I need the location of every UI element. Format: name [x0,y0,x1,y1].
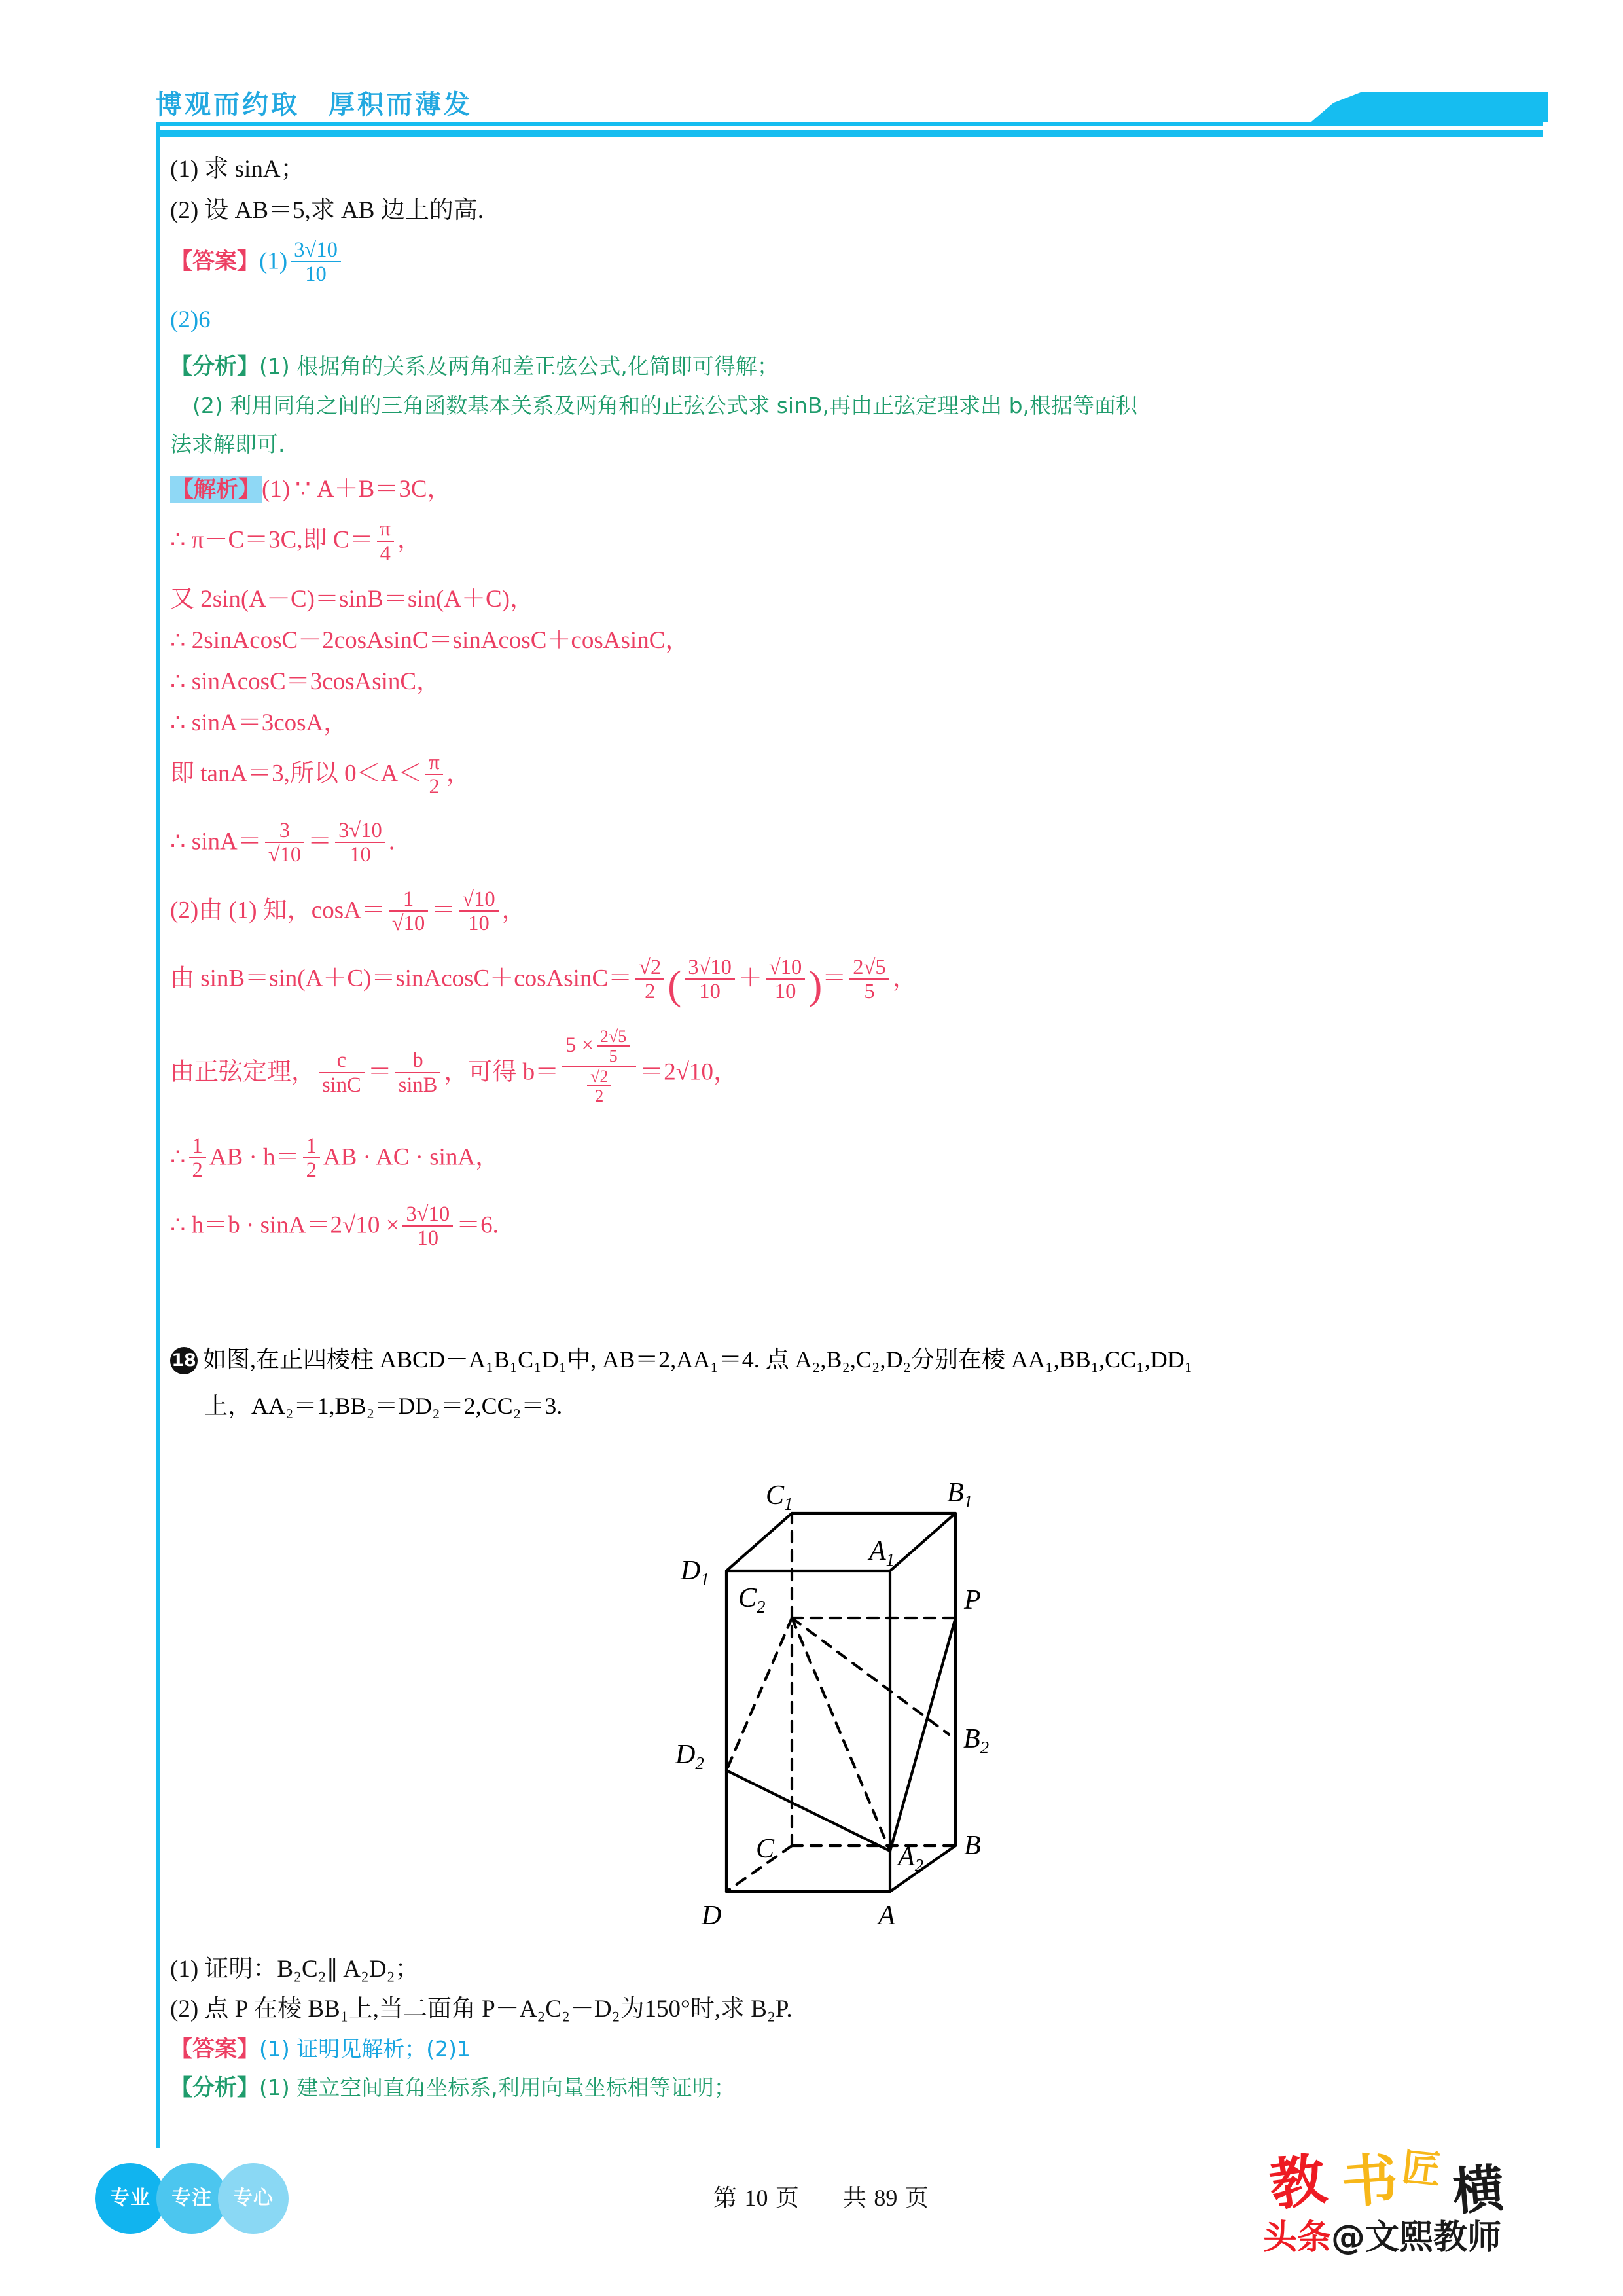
solution-12-head: ∴ [170,1143,186,1171]
solution-13-fraction [402,1204,453,1249]
prism-svg [661,1473,1027,1937]
fraction-denominator: 2 [635,978,664,1003]
fraction-numerator: b [412,1049,423,1073]
fraction-denominator: √10 [389,910,428,935]
figure-labels [675,1478,989,1931]
p17-analysis-line2a: (2) 利用同角之间的三角函数基本关系及两角和的正弦公式求 sinB,再由正弦定理求出 b,根据等面积 [192,393,1138,419]
solution-10-equals: ＝ [822,965,847,992]
solution-7-head: 即 tanA＝3,所以 0＜A＜ [170,760,423,787]
solution-9-fraction-1 [389,889,428,935]
solution-10-tail: ， [892,965,917,992]
problem-18-line-2: 上，AA₂＝1,BB₂＝DD₂＝2,CC₂＝3. [204,1393,563,1419]
analysis-text-1: (1) 根据角的关系及两角和差正弦公式,化简即可得解； [259,353,779,380]
page-number: 10 [744,2185,768,2211]
badge-zhuanxin: 专心 [218,2163,289,2234]
p17-answer-part2: (2)6 [170,306,211,334]
label-C: C [756,1834,775,1864]
left-edge-rule [156,122,160,2148]
solution-10-fraction-4 [849,957,889,1003]
label-C2: $C_2$ [738,1583,766,1617]
p17-solution-line-13 [170,1204,1472,1249]
problem-17-solution [170,157,1472,1267]
top-face [726,1513,955,1571]
fraction-numerator: 3√10 [338,819,382,843]
fraction-numerator: 1 [402,887,414,911]
fraction-numerator: 3√10 [294,238,338,262]
fraction-numerator: √10 [768,956,802,980]
total-number: 89 [874,2185,898,2211]
answer-part1-fraction [291,240,341,285]
edge-A2-P [890,1618,955,1851]
p17-solution-line-2 [170,518,1472,564]
label-P: P [964,1585,981,1615]
solution-1-body: ∵ A＋B＝3C， [295,476,452,503]
fraction-numerator: 2√5 [599,1026,627,1046]
solution-9-head: (2)由 (1) 知，cosA＝ [170,897,385,924]
fraction-denominator: sinC [319,1072,365,1096]
fraction-denominator: 10 [459,910,498,935]
fraction-numerator: π [380,517,391,541]
fraction-denominator: 10 [291,261,341,285]
p17-solution-line-1 [170,477,1472,501]
analysis-tag: 【分析】 [170,353,259,380]
solution-12-tail: AB · AC · sinA， [323,1143,500,1171]
fraction-numerator: √2 [590,1066,609,1086]
solution-13-head: ∴ h＝b · sinA＝2√10 × [170,1211,400,1239]
solution-11-fraction-2 [395,1050,441,1096]
solution-1-prefix: (1) [262,476,291,503]
fraction-denominator: 10 [402,1225,453,1249]
total-unit: 页 [904,2185,929,2212]
fraction-numerator: √10 [462,887,495,911]
edge-C2-D2 [726,1618,792,1770]
fraction-denominator: 10 [335,842,385,866]
solution-8-head: ∴ sinA＝ [170,828,262,855]
p17-solution-line-5: ∴ sinAcosC＝3cosAsinC， [170,668,441,695]
answer-tag: 【答案】 [170,2036,259,2062]
fraction-denominator: 10 [766,978,805,1003]
watermark-logo [1263,2144,1603,2284]
compound-den-fraction [587,1068,611,1105]
p18-answer-row [170,2037,1479,2061]
p17-question-2: (2) 设 AB＝5,求 AB 边上的高. [170,197,484,224]
open-paren: ( [668,961,682,1008]
watermark-caption [1263,2210,1501,2259]
solution-11-mid: ，可得 b＝ [444,1058,560,1086]
answer-part1-label: (1) [259,247,288,275]
solution-2-fraction [377,518,394,564]
label-A: A [878,1901,895,1931]
label-B1: $B_1$ [947,1478,973,1511]
watermark-char-1: 教 [1265,2146,1330,2219]
p17-answer-row [170,240,1472,285]
solution-11-equals-2: ＝2√10 [639,1058,714,1086]
compound-num-coef: 5 × [565,1033,594,1057]
p17-analysis-line2b: 法求解即可. [170,431,285,457]
fraction-denominator: 5 [849,978,889,1003]
page-prefix: 第 [713,2185,738,2212]
header-ribbon-decoration [1273,90,1548,122]
solution-11-tail: ， [713,1058,738,1086]
footer-badges [95,2163,279,2234]
solution-12-fraction-2 [303,1136,320,1181]
p17-analysis-line1 [170,355,1472,378]
watermark-char-4: 横 [1450,2159,1507,2223]
p17-solution-line-12 [170,1136,1472,1181]
edge-D2-A2 [726,1770,890,1851]
p17-solution-line-11 [170,1028,1472,1105]
solution-2-body: ∴ π－C＝3C,即 C＝ [170,527,374,554]
problem-18-tail [170,1957,1479,2115]
label-D1: $D_1$ [681,1556,709,1589]
fraction-denominator: 10 [685,978,735,1003]
p17-solution-line-3: 又 2sin(A－C)＝sinB＝sin(A＋C)， [170,585,535,613]
solution-10-fraction-3 [766,957,805,1003]
solution-8-tail: . [388,828,395,855]
watermark-char-3: 匠 [1399,2144,1444,2194]
label-B2: $B_2$ [963,1724,990,1757]
solution-tag: 【解析】 [171,476,260,503]
solution-13-tail: ＝6. [456,1211,499,1239]
p17-solution-line-4: ∴ 2sinAcosC－2cosAsinC＝sinAcosC＋cosAsinC， [170,626,690,654]
solution-12-fraction-1 [189,1136,206,1181]
footer-pagination [713,2179,929,2213]
badge-zhuanzhu: 专注 [156,2163,227,2234]
solution-8-equals: ＝ [308,828,332,855]
fraction-denominator: 5 [597,1045,630,1066]
watermark-caption-red: 头条 [1263,2218,1332,2257]
compound-num-fraction [597,1028,630,1066]
p18-answer-text: (1) 证明见解析；(2)1 [259,2036,471,2062]
watermark-char-2: 书 [1339,2147,1400,2216]
p18-analysis-row [170,2077,1479,2099]
label-A1: $A_1$ [869,1536,895,1570]
p18-question-2: (2) 点 P 在棱 BB₁上,当二面角 P－A₂C₂－D₂为150°时,求 B₂P. [170,1996,793,2022]
p17-solution-line-10 [170,956,1472,1008]
problem-number-badge: 18 [170,1347,198,1374]
solution-9-fraction-2 [459,889,498,935]
solution-7-fraction [425,752,442,798]
analysis-tag: 【分析】 [170,2075,259,2101]
solution-12-mid: AB · h＝ [209,1143,300,1171]
fraction-denominator: 2 [587,1085,611,1105]
page-unit: 页 [775,2185,799,2212]
fraction-denominator: 2 [425,774,442,798]
p17-solution-line-7 [170,752,1472,798]
badge-zhuanye: 专业 [95,2163,166,2234]
solution-10-fraction-2 [685,957,735,1003]
header-slogan: 博观而约取 厚积而薄发 [156,90,473,120]
solution-8-fraction-2 [335,820,385,866]
p17-solution-line-9 [170,889,1472,935]
compound-denominator [562,1066,636,1105]
p17-solution-line-6: ∴ sinA＝3cosA， [170,709,348,736]
label-B: B [964,1831,981,1861]
p18-analysis-text: (1) 建立空间直角坐标系,利用向量坐标相等证明； [259,2075,736,2100]
solution-11-fraction-1 [319,1050,365,1096]
fraction-numerator: 2√5 [853,956,886,980]
solution-11-compound-fraction [562,1028,636,1105]
fraction-denominator: 2 [189,1157,206,1181]
problem-18 [170,1347,1479,1418]
solution-9-tail: ， [501,897,526,924]
fraction-numerator: 3 [279,819,291,843]
fraction-numerator: 1 [192,1134,203,1158]
label-D: D [702,1901,722,1931]
watermark-caption-dark: @文熙教师 [1331,2218,1502,2257]
fraction-denominator: 2 [303,1157,320,1181]
solution-10-head: 由 sinB＝sin(A＋C)＝sinAcosC＋cosAsinC＝ [170,965,633,992]
fraction-denominator: sinB [395,1072,441,1096]
solution-11-equals-1: ＝ [367,1058,392,1086]
fraction-denominator: 4 [377,541,394,565]
solution-11-head: 由正弦定理， [170,1058,315,1086]
label-C1: $C_1$ [766,1480,793,1514]
answer-tag: 【答案】 [170,248,259,275]
header-rule-thick [156,130,1543,137]
fraction-numerator: 3√10 [406,1202,450,1227]
problem-18-line-1 [170,1347,1479,1374]
solution-10-fraction-1 [635,957,664,1003]
total-prefix: 共 [842,2185,866,2212]
p18-question-1: (1) 证明：B₂C₂∥ A₂D₂； [170,1956,419,1982]
label-D2: $D_2$ [675,1740,704,1773]
p17-question-1: (1) 求 sinA； [170,156,305,183]
fraction-denominator: √10 [265,842,304,866]
prism-figure [661,1473,1027,1937]
p17-solution-line-8 [170,820,1472,866]
fraction-numerator: 3√10 [688,956,732,980]
compound-numerator [562,1028,636,1066]
fraction-numerator: π [429,750,440,774]
solution-7-tail: ， [446,760,471,787]
close-paren: ) [808,961,823,1008]
problem-18-text-1: 如图,在正四棱柱 ABCD－A₁B₁C₁D₁中, AB＝2,AA₁＝4. 点 A₂,B₂,C₂,D₂分别在棱 AA₁,BB₁,CC₁,DD₁ [203,1346,1193,1372]
solution-2-tail: ， [397,527,421,554]
header-rule-thin [156,122,1543,126]
solution-10-plus: ＋ [738,965,762,992]
solution-8-fraction-1 [265,820,304,866]
fraction-numerator: c [336,1049,347,1073]
solution-9-equals: ＝ [431,897,456,924]
fraction-numerator: 1 [306,1134,317,1158]
label-A2: $A_2$ [898,1842,924,1875]
fraction-numerator: √2 [639,956,662,980]
